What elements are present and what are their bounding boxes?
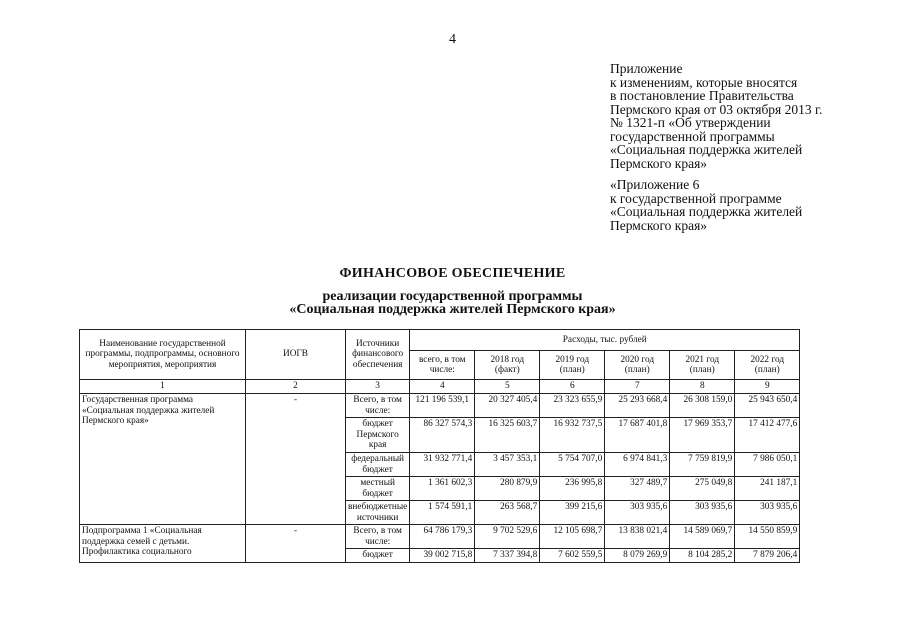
value-cell: 7 759 819,9 — [670, 453, 735, 477]
annex-six-note — [610, 178, 802, 232]
column-number: 2 — [246, 380, 346, 394]
source-cell: бюджет Пермского края — [346, 418, 410, 453]
value-cell: 3 457 353,1 — [475, 453, 540, 477]
subprogram-name: Подпрограмма 1 «Социальная поддержка семей с детьми. Профилактика социального — [80, 525, 246, 563]
source-cell: федеральный бюджет — [346, 453, 410, 477]
value-cell: 327 489,7 — [605, 477, 670, 501]
document-subtitle — [0, 290, 905, 316]
value-cell: 26 308 159,0 — [670, 394, 735, 418]
header-iogv: ИОГВ — [246, 330, 346, 380]
annex-line: «Социальная поддержка жителей — [610, 142, 803, 157]
column-number: 6 — [540, 380, 605, 394]
program-name: Государственная программа «Социальная поддержка жителей Пермского края» — [80, 394, 246, 525]
source-cell: бюджет — [346, 549, 410, 563]
header-total: всего, в том числе: — [410, 351, 475, 380]
column-number: 9 — [735, 380, 800, 394]
value-cell: 5 754 707,0 — [540, 453, 605, 477]
header-source: Источники финансового обеспечения — [346, 330, 410, 380]
annex-line: Приложение — [610, 61, 683, 76]
subtitle-line: реализации государственной программы — [322, 289, 583, 304]
value-cell: 303 935,6 — [735, 501, 800, 525]
subprogram-iogv: - — [246, 525, 346, 563]
value-cell: 9 702 529,6 — [475, 525, 540, 549]
value-cell: 6 974 841,3 — [605, 453, 670, 477]
value-cell: 25 293 668,4 — [605, 394, 670, 418]
source-cell: Всего, в том числе: — [346, 394, 410, 418]
value-cell: 399 215,6 — [540, 501, 605, 525]
page-number: 4 — [449, 32, 456, 47]
column-number: 8 — [670, 380, 735, 394]
value-cell: 64 786 179,3 — [410, 525, 475, 549]
table-row — [80, 394, 800, 418]
column-number: 7 — [605, 380, 670, 394]
value-cell: 13 838 021,4 — [605, 525, 670, 549]
annex-line: Пермского края от 03 октября 2013 г. — [610, 101, 823, 117]
header-expenses: Расходы, тыс. рублей — [410, 330, 800, 351]
table-row — [80, 525, 800, 549]
source-cell: внебюджетные источники — [346, 501, 410, 525]
annex-change-note — [610, 62, 822, 170]
annex-line: к государственной программе — [610, 190, 782, 206]
header-2022: 2022 год (план) — [735, 351, 800, 380]
value-cell: 7 337 394,8 — [475, 549, 540, 563]
value-cell: 17 687 401,8 — [605, 418, 670, 453]
column-number: 1 — [80, 380, 246, 394]
header-2019: 2019 год (план) — [540, 351, 605, 380]
value-cell: 20 327 405,4 — [475, 394, 540, 418]
value-cell: 8 104 285,2 — [670, 549, 735, 563]
value-cell: 263 568,7 — [475, 501, 540, 525]
column-number-row — [80, 380, 800, 394]
header-2018: 2018 год (факт) — [475, 351, 540, 380]
value-cell: 17 412 477,6 — [735, 418, 800, 453]
value-cell: 16 932 737,5 — [540, 418, 605, 453]
annex-line: в постановление Правительства — [610, 88, 794, 103]
document-title: ФИНАНСОВОЕ ОБЕСПЕЧЕНИЕ — [339, 266, 566, 281]
annex-line: № 1321-п «Об утверждении — [610, 115, 771, 130]
value-cell: 23 323 655,9 — [540, 394, 605, 418]
financing-table — [79, 329, 800, 563]
value-cell: 25 943 650,4 — [735, 394, 800, 418]
subtitle-line: «Социальная поддержка жителей Пермского края» — [289, 302, 616, 317]
value-cell: 121 196 539,1 — [410, 394, 475, 418]
annex-line: к изменениям, которые вносятся — [610, 74, 798, 90]
column-number: 4 — [410, 380, 475, 394]
value-cell: 7 879 206,4 — [735, 549, 800, 563]
source-cell: Всего, в том числе: — [346, 525, 410, 549]
value-cell: 16 325 603,7 — [475, 418, 540, 453]
value-cell: 241 187,1 — [735, 477, 800, 501]
annex-line: «Приложение 6 — [610, 177, 700, 192]
annex-line: Пермского края» — [610, 217, 708, 233]
annex-line: «Социальная поддержка жителей — [610, 204, 803, 219]
header-2021: 2021 год (план) — [670, 351, 735, 380]
annex-line: государственной программы — [610, 128, 775, 144]
header-name: Наименование государственной программы, подпрограммы, основного мероприятия, мероприятия — [80, 330, 246, 380]
value-cell: 17 969 353,7 — [670, 418, 735, 453]
value-cell: 280 879,9 — [475, 477, 540, 501]
header-2020: 2020 год (план) — [605, 351, 670, 380]
program-iogv: - — [246, 394, 346, 525]
value-cell: 1 574 591,1 — [410, 501, 475, 525]
value-cell: 8 079 269,9 — [605, 549, 670, 563]
value-cell: 7 986 050,1 — [735, 453, 800, 477]
value-cell: 14 589 069,7 — [670, 525, 735, 549]
value-cell: 236 995,8 — [540, 477, 605, 501]
value-cell: 1 361 602,3 — [410, 477, 475, 501]
value-cell: 12 105 698,7 — [540, 525, 605, 549]
value-cell: 303 935,6 — [605, 501, 670, 525]
value-cell: 14 550 859,9 — [735, 525, 800, 549]
value-cell: 39 002 715,8 — [410, 549, 475, 563]
annex-line: Пермского края» — [610, 155, 708, 171]
value-cell: 275 049,8 — [670, 477, 735, 501]
value-cell: 303 935,6 — [670, 501, 735, 525]
value-cell: 86 327 574,3 — [410, 418, 475, 453]
value-cell: 7 602 559,5 — [540, 549, 605, 563]
column-number: 5 — [475, 380, 540, 394]
column-number: 3 — [346, 380, 410, 394]
source-cell: местный бюджет — [346, 477, 410, 501]
value-cell: 31 932 771,4 — [410, 453, 475, 477]
